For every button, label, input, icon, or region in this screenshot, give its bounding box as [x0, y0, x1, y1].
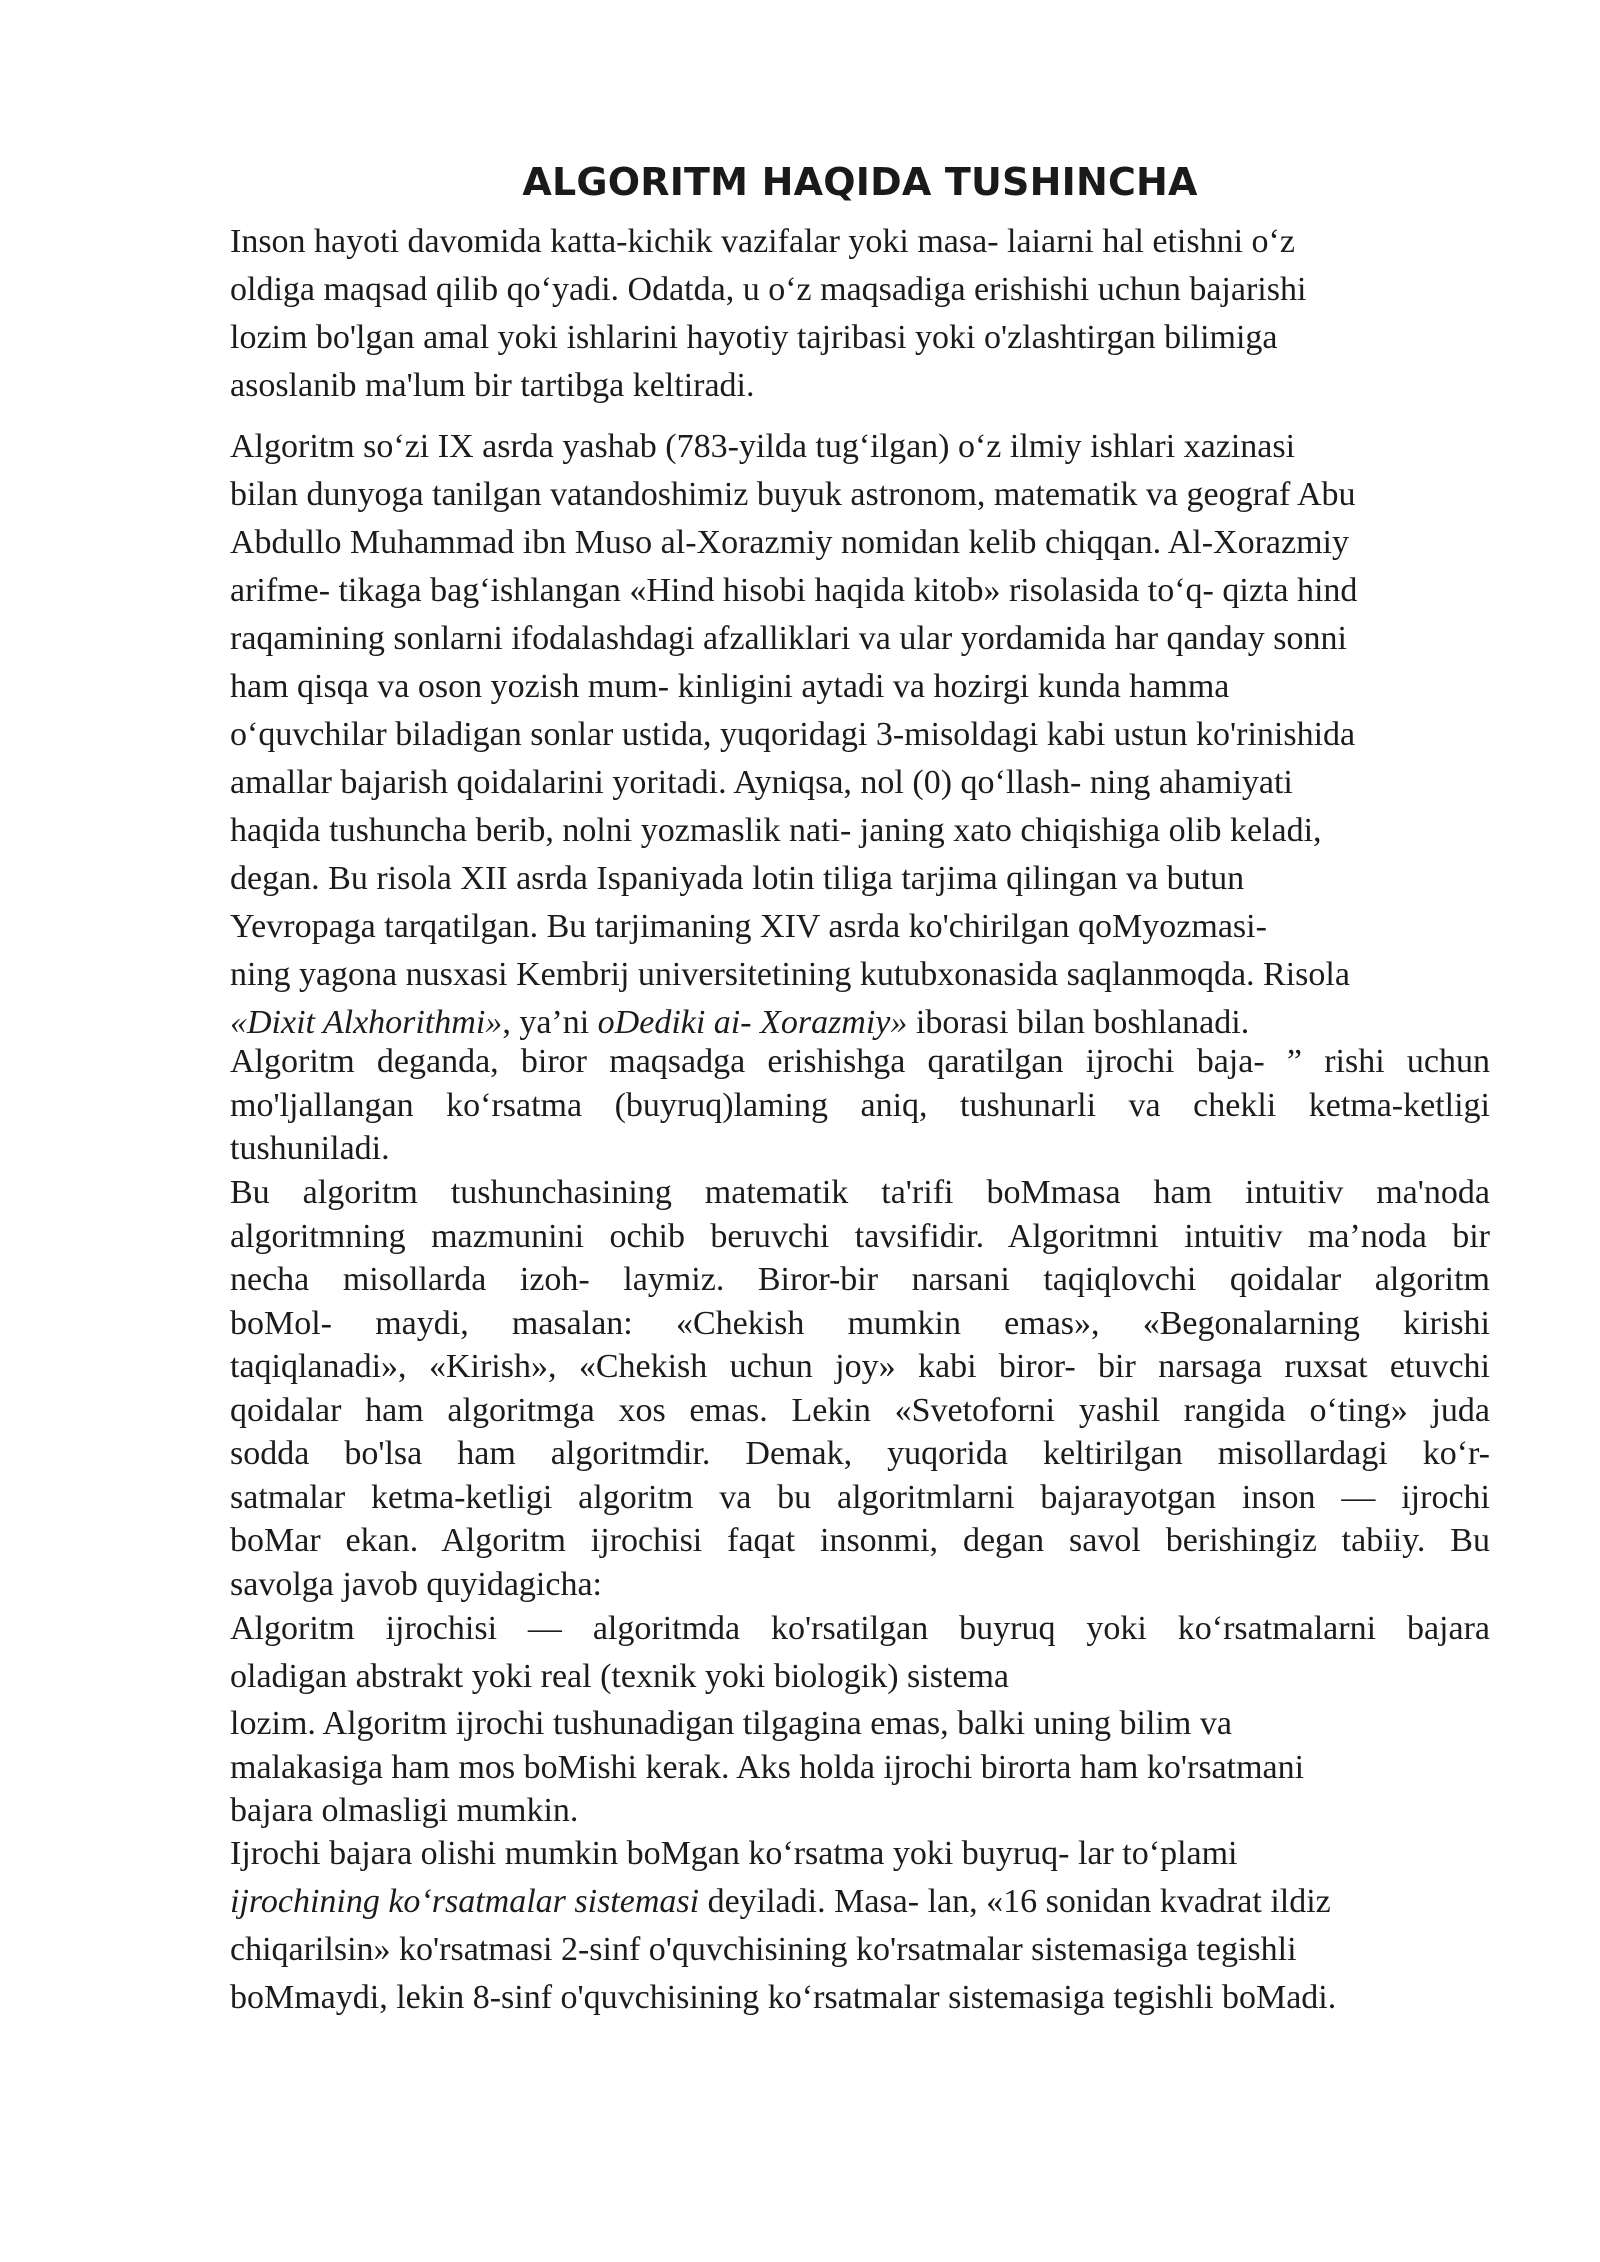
text-line-mixed	[230, 1878, 1490, 1926]
paragraph-executor	[230, 1605, 1490, 1701]
text-line: satmalar ketma-ketligi algoritm va bu algoritmlarni bajarayotgan inson — ijrochi	[230, 1478, 1490, 1516]
text-line: mo'ljallangan ko‘rsatma (buyruq)laming aniq, tushunarli va chekli ketma-ketligi	[230, 1086, 1490, 1124]
text-line: lozim bo'lgan amal yoki ishlarini hayotiy tajribasi yoki o'zlashtirgan bilimiga	[230, 319, 1278, 356]
paragraph-etymology	[230, 423, 1490, 1047]
text-fragment: deyiladi. Masa- lan, «16 sonidan kvadrat ildiz	[699, 1883, 1331, 1920]
text-line: haqida tushuncha berib, nolni yozmaslik nati- janing xato chiqishiga olib keladi,	[230, 812, 1322, 849]
text-line: degan. Bu risola XII asrda Ispaniyada lotin tiliga tarjima qilingan va butun	[230, 860, 1245, 897]
paragraph-language	[230, 1702, 1490, 1833]
italic-phrase: oDediki ai- Xorazmiy»	[597, 1004, 908, 1041]
paragraph-definition	[230, 1040, 1490, 1171]
text-line: lozim. Algoritm ijrochi tushunadigan tilgagina emas, balki uning bilim va	[230, 1705, 1232, 1742]
text-line: boMmaydi, lekin 8-sinf o'quvchisining ko‘rsatmalar sistemasiga tegishli boMadi.	[230, 1979, 1337, 2016]
text-line: ham qisqa va oson yozish mum- kinligini aytadi va hozirgi kunda hamma	[230, 668, 1230, 705]
text-line: Algoritm so‘zi IX asrda yashab (783-yilda tug‘ilgan) o‘z ilmiy ishlari xazinasi	[230, 428, 1296, 465]
text-fragment: , ya’ni	[502, 1004, 598, 1041]
text-line: Ijrochi bajara olishi mumkin boMgan ko‘rsatma yoki buyruq- lar to‘plami	[230, 1835, 1238, 1872]
text-line: chiqarilsin» ko'rsatmasi 2-sinf o'quvchisining ko'rsatmalar sistemasiga tegishli	[230, 1931, 1297, 1968]
italic-phrase: «Dixit Alxhorithmi»	[230, 1004, 503, 1041]
text-line: boMar ekan. Algoritm ijrochisi faqat insonmi, degan savol berishingiz tabiiy. Bu	[230, 1522, 1490, 1559]
text-line: sodda bo'lsa ham algoritmdir. Demak, yuqorida keltirilgan misollardagi ko‘r-	[230, 1435, 1490, 1472]
italic-phrase: ijrochining ko‘rsatmalar sistemasi	[230, 1883, 700, 1920]
text-line: bilan dunyoga tanilgan vatandoshimiz buyuk astronom, matematik va geograf Abu	[230, 476, 1356, 513]
text-line: tushuniladi.	[230, 1130, 390, 1167]
text-line: bajara olmasligi mumkin.	[230, 1792, 579, 1829]
text-fragment: iborasi bilan boshlanadi.	[907, 1004, 1250, 1041]
text-line: savolga javob quyidagicha:	[230, 1565, 603, 1603]
text-line: malakasiga ham mos boMishi kerak. Aks holda ijrochi birorta ham ko'rsatmani	[230, 1748, 1305, 1786]
text-line: algoritmning mazmunini ochib beruvchi tavsifidir. Algoritmni intuitiv ma’noda bir	[230, 1217, 1490, 1255]
text-line: Bu algoritm tushunchasining matematik ta'rifi boMmasa ham intuitiv ma'noda	[230, 1174, 1490, 1211]
text-line: Yevropaga tarqatilgan. Bu tarjimaning XIV asrda ko'chirilgan qoMyozmasi-	[230, 908, 1267, 945]
text-line: oldiga maqsad qilib qo‘yadi. Odatda, u o‘z maqsadiga erishishi uchun bajarishi	[230, 271, 1307, 308]
text-line: Algoritm ijrochisi — algoritmda ko'rsatilgan buyruq yoki ko‘rsatmalarni bajara	[230, 1610, 1490, 1647]
text-line: amallar bajarish qoidalarini yoritadi. Ayniqsa, nol (0) qo‘llash- ning ahamiyati	[230, 764, 1293, 801]
text-line: o‘quvchilar biladigan sonlar ustida, yuqoridagi 3-misoldagi kabi ustun ko'rinishida	[230, 716, 1356, 753]
paragraph-instruction-system	[230, 1830, 1490, 2022]
text-line: asoslanib ma'lum bir tartibga keltiradi.	[230, 367, 755, 404]
text-line: qoidalar ham algoritmga xos emas. Lekin «Svetoforni yashil rangida o‘ting» juda	[230, 1391, 1490, 1429]
paragraph-intuitive	[230, 1171, 1490, 1606]
text-line: Algoritm deganda, biror maqsadga erishishga qaratilgan ijrochi baja- ” rishi uchun	[230, 1043, 1490, 1080]
text-line: Inson hayoti davomida katta-kichik vazifalar yoki masa- laiarni hal etishni o‘z	[230, 223, 1295, 260]
paragraph-intro	[230, 218, 1490, 410]
text-line: arifme- tikaga bag‘ishlangan «Hind hisobi haqida kitob» risolasida to‘q- qizta hind	[230, 572, 1358, 609]
page-title: ALGORITM HAQIDA TUSHINCHA	[522, 160, 1198, 204]
text-line: raqamining sonlarni ifodalashdagi afzalliklari va ular yordamida har qanday sonni	[230, 620, 1347, 657]
text-line: Abdullo Muhammad ibn Muso al-Xorazmiy nomidan kelib chiqqan. Al-Xorazmiy	[230, 524, 1349, 561]
text-line: boMol- maydi, masalan: «Chekish mumkin emas», «Begonalarning kirishi	[230, 1304, 1490, 1342]
text-line: necha misollarda izoh- laymiz. Biror-bir narsani taqiqlovchi qoidalar algoritm	[230, 1261, 1490, 1298]
text-line: taqiqlanadi», «Kirish», «Chekish uchun joy» kabi biror- bir narsaga ruxsat etuvchi	[230, 1348, 1490, 1385]
text-line: oladigan abstrakt yoki real (texnik yoki biologik) sistema	[230, 1658, 1009, 1695]
text-line: ning yagona nusxasi Kembrij universitetining kutubxonasida saqlanmoqda. Risola	[230, 956, 1350, 993]
